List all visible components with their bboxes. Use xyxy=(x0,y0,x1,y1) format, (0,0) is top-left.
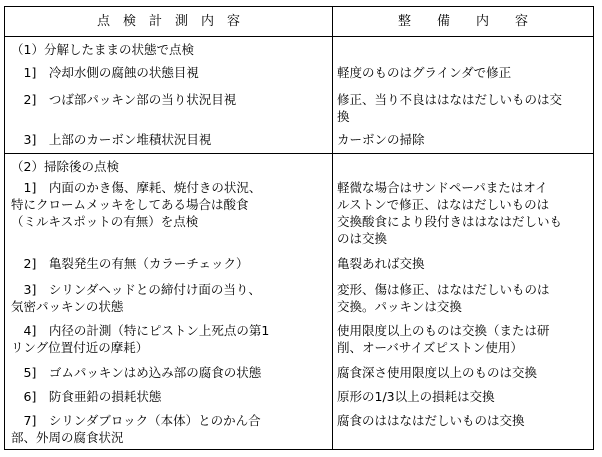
s2-row7-action: 腐食のははなはだしいものは交換 xyxy=(337,413,525,428)
s1-row2-action: 修正、当り不良ははなはだしいものは交 換 xyxy=(337,92,563,124)
s2-row5-check: 5] ゴムパッキンはめ込み部の腐食の状態 xyxy=(11,365,262,380)
s1-row2-check: 2] つば部パッキン部の当り状況目視 xyxy=(11,92,237,107)
section1-title: （1）分解したままの状態で点検 xyxy=(11,42,194,57)
s2-row2-action: 亀裂あれば交換 xyxy=(337,256,425,271)
s2-row4-action: 使用限度以上のものは交換（または研 削、オーバサイズピストン使用） xyxy=(337,323,550,355)
s2-row7-check: 7] シリンダブロック（本体）とのかん合 部、外周の腐食状況 xyxy=(11,413,261,445)
table-header-row xyxy=(5,7,593,37)
s2-row2-check: 2] 亀裂発生の有無（カラーチェック） xyxy=(11,256,249,271)
s2-row1-action: 軽微な場合はサンドペーパまたはオイ ルストンで修正、はなはだしいものは 交換酸食により段付きははなはだしいも のは交換 xyxy=(337,180,563,246)
s1-row3-check: 3] 上部のカーボン堆積状況目視 xyxy=(11,132,212,147)
s1-row1-check: 1] 冷却水側の腐蝕の状態目視 xyxy=(11,65,199,80)
header-inspection-items: 点 検 計 測 内 容 xyxy=(96,14,240,29)
s2-row3-check: 3] シリンダヘッドとの締付け面の当り、 気密パッキンの状態 xyxy=(11,282,261,314)
s2-row3-action: 変形、傷は修正、はなはだしいものは 交換。パッキンは交換 xyxy=(337,282,550,314)
s1-row1-action: 軽度のものはグラインダで修正 xyxy=(337,65,512,80)
inspection-table xyxy=(4,6,594,450)
column-divider xyxy=(332,7,333,449)
s2-row6-check: 6] 防食亜鉛の損耗状態 xyxy=(11,389,162,404)
s2-row6-action: 原形の1/3以上の損耗は交換 xyxy=(337,389,495,404)
s1-row3-action: カーボンの掃除 xyxy=(337,132,425,147)
header-maintenance-items: 整 備 内 容 xyxy=(397,14,528,29)
s2-row4-check: 4] 内径の計測（特にピストン上死点の第1 リング位置付近の摩耗） xyxy=(11,323,270,355)
section2-title: （2）掃除後の点検 xyxy=(11,159,119,174)
s2-row5-action: 腐食深さ使用限度以上のものは交換 xyxy=(337,365,538,380)
s2-row1-check: 1] 内面のかき傷、摩耗、焼付きの状況、 特にクロームメッキをしてある場合は酸食 （ミルキスポットの有無）を点検 xyxy=(11,180,262,229)
section-separator xyxy=(5,153,593,154)
